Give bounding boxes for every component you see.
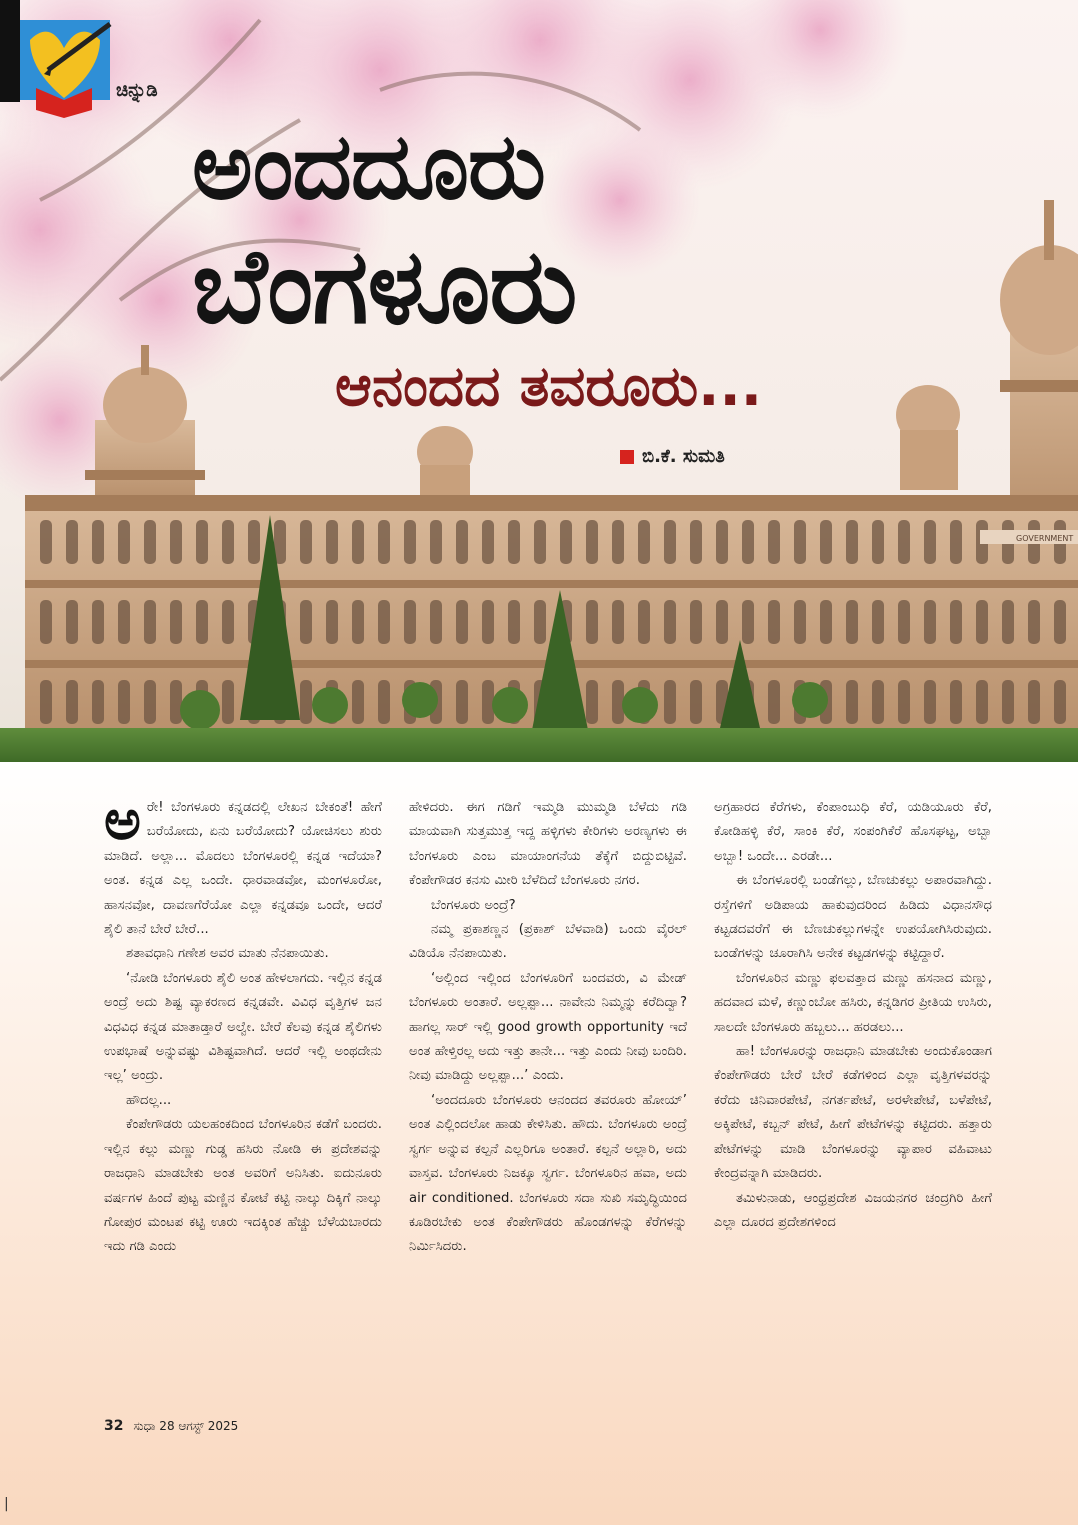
- author-byline: [620, 446, 725, 467]
- paragraph: ಹೇಳಿದರು. ಈಗ ಗಡಿಗೆ ಇಮ್ಮಡಿ ಮುಮ್ಮಡಿ ಬೆಳೆದು ಗಡಿ ಮಾಯವಾಗಿ ಸುತ್ತಮುತ್ತ ಇದ್ದ ಹಳ್ಳಿಗಳು ಕೇರಿಗಳು ಅರಣ್ಯಗಳು ಈ ಬೆಂಗಳೂರು ಎಂಬ ಮಾಯಾಂಗನೆಯ ತೆಕ್ಕೆಗೆ ಬಿದ್ದುಬಿಟ್ಟಿವೆ. ಕೆಂಪೇಗೌಡರ ಕನಸು ಮೀರಿ ಬೆಳೆದಿದೆ ಬೆಂಗಳೂರು ನಗರ.: [409, 800, 687, 889]
- window: [40, 680, 52, 724]
- window: [92, 680, 104, 724]
- article-column-3: [714, 796, 992, 1260]
- window: [482, 680, 494, 724]
- window: [976, 600, 988, 644]
- drop-cap: ಅ: [104, 788, 141, 853]
- window: [118, 600, 130, 644]
- paragraph: ಅಗ್ರಹಾರದ ಕೆರೆಗಳು, ಕೆಂಪಾಂಬುಧಿ ಕೆರೆ, ಯಡಿಯೂರು ಕೆರೆ, ಕೋಡಿಹಳ್ಳಿ ಕೆರೆ, ಸಾಂಕಿ ಕೆರೆ, ಸಂಪಂಗಿಕೆರೆ ಹೊಸಘಟ್ಟ, ಅಬ್ಬಾ ಅಬ್ಬಾ! ಒಂದೇ... ಎರಡೇ...: [714, 800, 992, 864]
- window: [690, 520, 702, 564]
- window: [664, 520, 676, 564]
- window: [1028, 680, 1040, 724]
- window: [456, 680, 468, 724]
- window: [1002, 600, 1014, 644]
- window: [118, 680, 130, 724]
- window: [430, 600, 442, 644]
- window: [612, 680, 624, 724]
- article-column-2: [409, 796, 687, 1260]
- window: [378, 520, 390, 564]
- lawn: [0, 728, 1078, 762]
- window: [768, 680, 780, 724]
- paragraph: ಹಾ! ಬೆಂಗಳೂರನ್ನು ರಾಜಧಾನಿ ಮಾಡಬೇಕು ಅಂದುಕೊಂಡಾಗ ಕೆಂಪೇಗೌಡರು ಬೇರೆ ಬೇರೆ ಕಡೆಗಳಿಂದ ಎಲ್ಲಾ ವೃತ್ತಿಗಳವರನ್ನು ಕರೆದು ಚಿನಿವಾರಪೇಟೆ, ನಗರ್ತಪೇಟೆ, ಅರಳೇಪೇಟೆ, ಬಳೆಪೇಟೆ, ಅಕ್ಕಿಪೇಟೆ, ಕಬ್ಬನ್ ಪೇಟೆ, ಹೀಗೆ ಪೇಟೆಗಳನ್ನು ಕಟ್ಟಿದರು. ಹತ್ತಾರು ಪೇಟೆಗಳನ್ನು ಮಾಡಿ ಬೆಂಗಳೂರನ್ನು ವ್ಯಾಪಾರ ವಹಿವಾಟು ಕೇಂದ್ರವನ್ನಾಗಿ ಮಾಡಿದರು.: [714, 1044, 992, 1182]
- window: [1054, 600, 1066, 644]
- author-name: ಬಿ.ಕೆ. ಸುಮತಿ: [642, 446, 725, 467]
- window: [846, 600, 858, 644]
- paragraph: ತಮಿಳುನಾಡು, ಆಂಧ್ರಪ್ರದೇಶ ವಿಜಯನಗರ ಚಂದ್ರಗಿರಿ ಹೀಗೆ ಎಲ್ಲಾ ದೂರದ ಪ್ರದೇಶಗಳಿಂದ: [714, 1190, 992, 1230]
- window: [924, 520, 936, 564]
- window: [690, 680, 702, 724]
- window: [898, 680, 910, 724]
- issue-info: ಸುಧಾ 28 ಆಗಸ್ಟ್ 2025: [133, 1419, 239, 1433]
- article-column-1: [104, 788, 382, 1260]
- paragraph: ಶತಾವಧಾನಿ ಗಣೇಶ ಅವರ ಮಾತು ನೆನಪಾಯಿತು.: [126, 946, 329, 962]
- section-label: ಚಿನ್ನುಡಿ: [116, 80, 158, 101]
- paragraph: ಅರೇ! ಬೆಂಗಳೂರು ಕನ್ನಡದಲ್ಲಿ ಲೇಖನ ಬೇಕಂತೆ! ಹೇಗೆ ಬರೆಯೋದು, ಏನು ಬರೆಯೋದು? ಯೋಚಿಸಲು ಶುರು ಮಾಡಿದೆ. ಅಲ್ಲಾ... ಮೊದಲು ಬೆಂಗಳೂರಲ್ಲಿ ಕನ್ನಡ ಇದೆಯಾ? ಅಂತ. ಕನ್ನಡ ಎಲ್ಲ ಒಂದೇ. ಧಾರವಾಡವೋ, ಮಂಗಳೂರೋ, ಹಾಸನವೋ, ದಾವಣಗೆರೆಯೋ ಎಲ್ಲಾ ಕನ್ನಡವೂ ಒಂದೇ, ಆದರೆ ಶೈಲಿ ತಾನೆ ಬೇರೆ ಬೇರೆ...: [104, 788, 382, 938]
- window: [404, 600, 416, 644]
- window: [508, 520, 520, 564]
- window: [560, 520, 572, 564]
- window: [638, 520, 650, 564]
- window: [430, 520, 442, 564]
- window: [196, 600, 208, 644]
- window: [66, 600, 78, 644]
- paragraph: ಹೌದಲ್ಲ...: [126, 1092, 172, 1108]
- window: [898, 520, 910, 564]
- window: [664, 680, 676, 724]
- paragraph: ಬೆಂಗಳೂರಿನ ಮಣ್ಣು ಫಲವತ್ತಾದ ಮಣ್ಣು ಹಸನಾದ ಮಣ್ಣು, ಹದವಾದ ಮಳೆ, ಕಣ್ಣುಂಬೋ ಹಸಿರು, ಕನ್ನಡಿಗರ ಪ್ರೀತಿಯ ಉಸಿರು, ಸಾಲದೇ ಬೆಂಗಳೂರು ಹಬ್ಬಲು... ಹರಡಲು...: [714, 970, 992, 1035]
- book-heart-pen-logo: [0, 0, 118, 118]
- page-number: 32: [104, 1418, 124, 1434]
- window: [950, 520, 962, 564]
- window: [716, 600, 728, 644]
- window: [352, 600, 364, 644]
- window: [404, 520, 416, 564]
- window: [534, 600, 546, 644]
- window: [742, 520, 754, 564]
- window: [482, 520, 494, 564]
- window: [144, 680, 156, 724]
- window: [300, 680, 312, 724]
- window: [456, 520, 468, 564]
- window: [586, 680, 598, 724]
- headline-line-2: ಬೆಂಗಳೂರು: [192, 225, 577, 347]
- window: [950, 600, 962, 644]
- window: [300, 600, 312, 644]
- window: [66, 520, 78, 564]
- building-sign: GOVERNMENT: [1016, 534, 1074, 543]
- paragraph: ‘ನೋಡಿ ಬೆಂಗಳೂರು ಶೈಲಿ ಅಂತ ಹೇಳಲಾಗದು. ಇಲ್ಲಿನ ಕನ್ನಡ ಅಂದ್ರೆ ಅದು ಶಿಷ್ಟ ವ್ಯಾಕರಣದ ಕನ್ನಡವೇ. ವಿವಿಧ ವೃತ್ತಿಗಳ ಜನ ವಿಧವಿಧ ಕನ್ನಡ ಮಾತಾಡ್ತಾರೆ ಅಲ್ವೇ. ಬೇರೆ ಕೆಲವು ಕನ್ನಡ ಶೈಲಿಗಳು ಉಪಭಾಷೆ ಅನ್ನುವಷ್ಟು ವಿಶಿಷ್ಟವಾಗಿದೆ. ಆದರೆ ಇಲ್ಲಿ ಅಂಥದೇನು ಇಲ್ಲ’ ಅಂದ್ರು.: [104, 970, 382, 1084]
- window: [378, 600, 390, 644]
- window: [482, 600, 494, 644]
- window: [40, 520, 52, 564]
- window: [846, 520, 858, 564]
- window: [716, 520, 728, 564]
- window: [144, 600, 156, 644]
- window: [1054, 680, 1066, 724]
- window: [612, 600, 624, 644]
- window: [898, 600, 910, 644]
- window: [872, 600, 884, 644]
- window: [508, 600, 520, 644]
- window: [92, 520, 104, 564]
- window: [534, 520, 546, 564]
- headline-line-1: ಅಂದದೂರು: [192, 113, 545, 220]
- window: [638, 600, 650, 644]
- window: [326, 600, 338, 644]
- window: [170, 680, 182, 724]
- article-body: [104, 788, 994, 1260]
- window: [872, 520, 884, 564]
- red-square-icon: [620, 450, 634, 464]
- window: [950, 680, 962, 724]
- window: [378, 680, 390, 724]
- paragraph: ಕೆಂಪೇಗೌಡರು ಯಲಹಂಕದಿಂದ ಬೆಂಗಳೂರಿನ ಕಡೆಗೆ ಬಂದರು. ಇಲ್ಲಿನ ಕಲ್ಲು ಮಣ್ಣು ಗುಡ್ಡ ಹಸಿರು ನೋಡಿ ಈ ಪ್ರದೇಶವನ್ನು ರಾಜಧಾನಿ ಮಾಡಬೇಕು ಅಂತ ಅವರಿಗೆ ಅನಿಸಿತು. ಐದುನೂರು ವರ್ಷಗಳ ಹಿಂದೆ ಪುಟ್ಟ ಮಣ್ಣಿನ ಕೋಟೆ ಕಟ್ಟಿ ನಾಲ್ಕು ದಿಕ್ಕಿಗೆ ನಾಲ್ಕು ಗೋಪುರ ಮಂಟಪ ಕಟ್ಟಿ ಊರು ಇದಕ್ಕಿಂತ ಹೆಚ್ಚು ಬೆಳೆಯಬಾರದು ಇದು ಗಡಿ ಎಂದು: [104, 1117, 382, 1255]
- window: [352, 520, 364, 564]
- window: [326, 520, 338, 564]
- page-footer: [104, 1418, 238, 1434]
- window: [742, 600, 754, 644]
- edge-mark: |: [4, 1496, 9, 1512]
- window: [768, 600, 780, 644]
- window: [872, 680, 884, 724]
- window: [66, 680, 78, 724]
- paragraph: ಬೆಂಗಳೂರು ಅಂದ್ರೆ?: [431, 897, 516, 913]
- window: [690, 600, 702, 644]
- window: [170, 600, 182, 644]
- window: [40, 600, 52, 644]
- window: [222, 520, 234, 564]
- window: [1028, 600, 1040, 644]
- window: [144, 520, 156, 564]
- window: [794, 520, 806, 564]
- window: [92, 600, 104, 644]
- window: [846, 680, 858, 724]
- window: [222, 600, 234, 644]
- hero-photo-vidhana-soudha: [0, 0, 1078, 762]
- window: [820, 520, 832, 564]
- window: [118, 520, 130, 564]
- window: [352, 680, 364, 724]
- window: [976, 680, 988, 724]
- window: [612, 520, 624, 564]
- window: [300, 520, 312, 564]
- paragraph: ನಮ್ಮ ಪ್ರಕಾಶಣ್ಣನ (ಪ್ರಕಾಶ್ ಬೆಳವಾಡಿ) ಒಂದು ವೈರಲ್ ವಿಡಿಯೊ ನೆನಪಾಯಿತು.: [409, 922, 687, 962]
- window: [1002, 680, 1014, 724]
- window: [196, 520, 208, 564]
- window: [586, 600, 598, 644]
- window: [924, 680, 936, 724]
- window: [794, 600, 806, 644]
- window: [222, 680, 234, 724]
- window: [924, 600, 936, 644]
- paragraph: ‘ಅಲ್ಲಿಂದ ಇಲ್ಲಿಂದ ಬೆಂಗಳೂರಿಗೆ ಬಂದವರು, ವಿ ಮೇಡ್ ಬೆಂಗಳೂರು ಅಂತಾರೆ. ಅಲ್ಲಪ್ಪಾ... ನಾವೇನು ನಿಮ್ಮನ್ನು ಕರೆದಿದ್ವಾ? ಹಾಗಲ್ಲ ಸಾರ್ ಇಲ್ಲಿ good growth opportunity ಇದೆ ಅಂತ ಹೇಳ್ತಿರಲ್ಲ ಅದು ಇತ್ತು ತಾನೇ... ಇತ್ತು ಎಂದು ನೀವು ಬಂದಿರಿ. ನೀವು ಮಾಡಿದ್ದು ಅಲ್ಲಪ್ಪಾ...’ ಎಂದು.: [409, 970, 687, 1084]
- right-dome: [1000, 200, 1078, 530]
- window: [586, 520, 598, 564]
- window: [768, 520, 780, 564]
- window: [170, 520, 182, 564]
- subheadline: ಆನಂದದ ತವರೂರು...: [335, 354, 762, 419]
- window: [456, 600, 468, 644]
- window: [248, 520, 260, 564]
- window: [664, 600, 676, 644]
- paragraph: ಈ ಬೆಂಗಳೂರಲ್ಲಿ ಬಂಡೆಗಲ್ಲು, ಬೆಣಚುಕಲ್ಲು ಅಪಾರವಾಗಿದ್ದು. ರಸ್ತೆಗಳಿಗೆ ಅಡಿಪಾಯ ಹಾಕುವುದರಿಂದ ಹಿಡಿದು ವಿಧಾನಸೌಧ ಕಟ್ಟಡದವರೆಗೆ ಈ ಬೆಣಚುಕಲ್ಲುಗಳನ್ನೇ ಉಪಯೋಗಿಸಿರುವುದು. ಬಂಡೆಗಳನ್ನು ಚೂರಾಗಿಸಿ ಅನೇಕ ಕಟ್ಟಡಗಳನ್ನು ಕಟ್ಟಿದ್ದಾರೆ.: [714, 873, 992, 962]
- paragraph: ‘ಅಂದದೂರು ಬೆಂಗಳೂರು ಆನಂದದ ತವರೂರು ಹೋಯ್’ ಅಂತ ಎಲ್ಲಿಂದಲೋ ಹಾಡು ಕೇಳಿಸಿತು. ಹೌದು. ಬೆಂಗಳೂರು ಅಂದ್ರೆ ಸ್ವರ್ಗ ಅನ್ನುವ ಕಲ್ಪನೆ ಎಲ್ಲರಿಗೂ ಅಂತಾರೆ. ಕಲ್ಪನೆ ಅಲ್ಲಾರಿ, ಅದು ವಾಸ್ತವ. ಬೆಂಗಳೂರು ನಿಜಕ್ಕೂ ಸ್ವರ್ಗ. ಬೆಂಗಳೂರಿನ ಹವಾ, ಅದು air conditioned. ಬೆಂಗಳೂರು ಸದಾ ಸುಖಿ ಸಮೃದ್ಧಿಯಿಂದ ಕೂಡಿರಬೇಕು ಅಂತ ಕೆಂಪೇಗೌಡರು ಹೊಂಡಗಳನ್ನು ಕೆರೆಗಳನ್ನು ನಿರ್ಮಿಸಿದರು.: [409, 1092, 687, 1255]
- window: [820, 600, 832, 644]
